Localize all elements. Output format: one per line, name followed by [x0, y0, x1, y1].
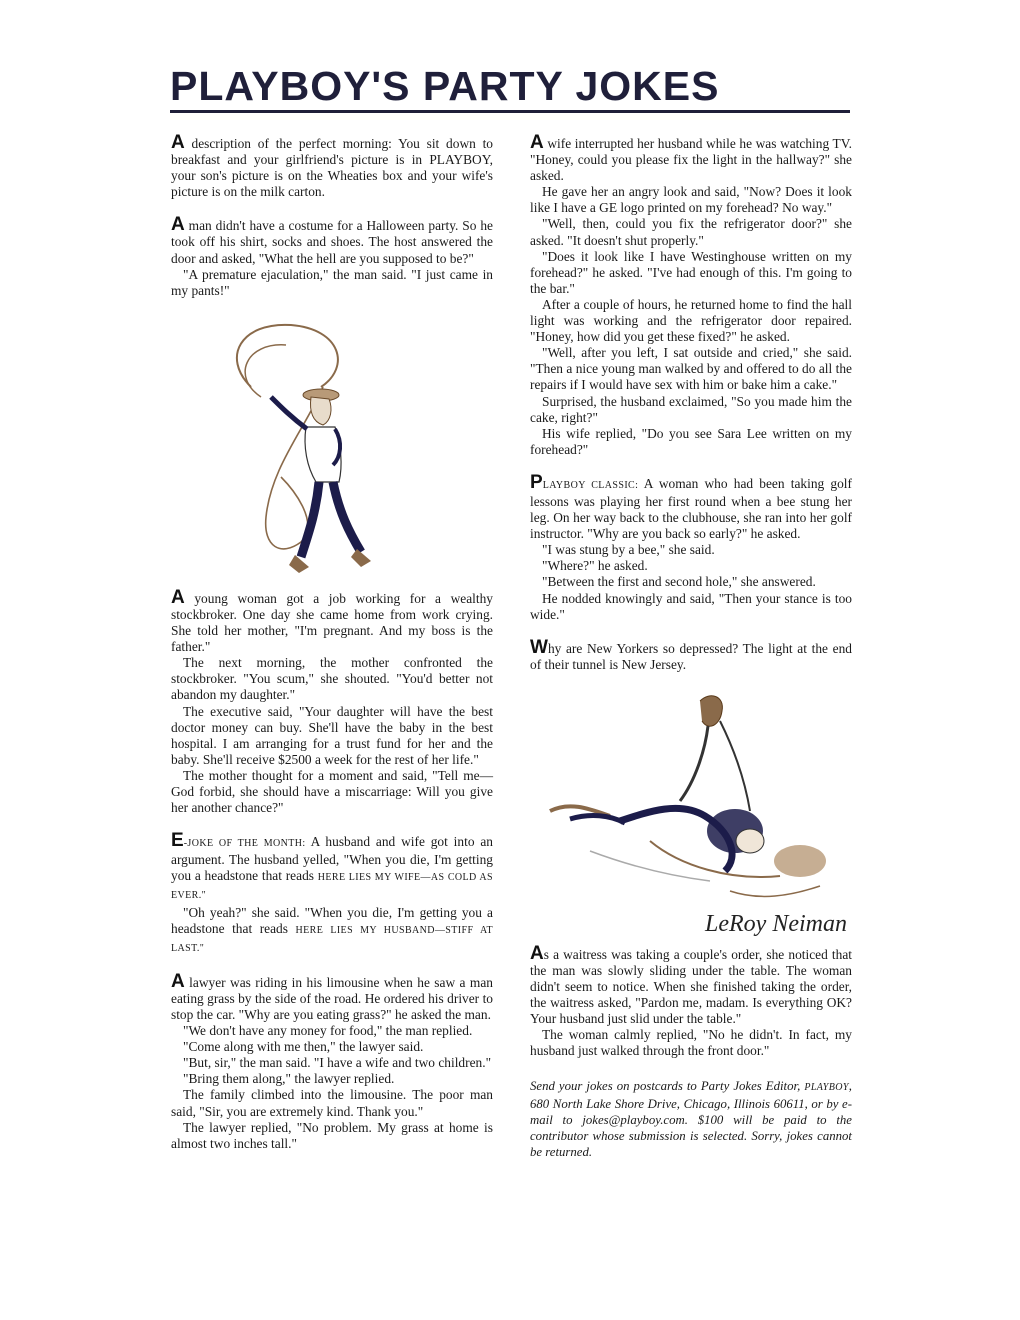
- drop-cap: P: [530, 471, 543, 493]
- joke-text: "Bring them along," the lawyer replied.: [183, 1071, 395, 1087]
- joke-stockbroker: [171, 586, 493, 816]
- joke-text: hy are New Yorkers so depressed? The light at the end of their tunnel is New Jersey.: [530, 640, 852, 672]
- joke-text: lawyer was riding in his limousine when he saw a man eating grass by the side of the road. He ordered his driver to stop the car. "Why are you eating grass?" he asked the man.: [171, 974, 493, 1022]
- joke-text: His wife replied, "Do you see Sara Lee written on my forehead?": [530, 425, 852, 457]
- joke-text: The executive said, "Your daughter will have the best doctor money can buy. She'll have the baby in the best hospital. I am arranging for a trust fund for her and the baby. She'll receive $2500 a week for the rest of her life.": [171, 703, 493, 767]
- joke-text: young woman got a job working for a wealthy stockbroker. One day she came home from work crying. She told her mother, "I'm pregnant. And my boss is the father.": [171, 590, 493, 655]
- joke-waitress: [530, 942, 852, 1060]
- joke-sara-lee: [530, 132, 852, 458]
- left-column: [171, 132, 494, 1170]
- joke-text: He nodded knowingly and said, "Then your stance is too wide.": [530, 590, 852, 622]
- drop-cap: A: [171, 970, 185, 992]
- joke-text: "Where?" he asked.: [542, 558, 648, 574]
- artist-signature: LeRoy Neiman: [705, 910, 847, 937]
- headstone-text: HERE LIES MY WIFE—AS COLD AS EVER.": [171, 872, 493, 902]
- joke-perfect-morning: [171, 132, 493, 200]
- drop-cap: E: [171, 830, 184, 852]
- drop-cap: A: [171, 214, 185, 236]
- submission-text: Send your jokes on postcards to Party Jokes Editor,: [530, 1078, 805, 1093]
- joke-text: "Does it look like I have Westinghouse written on my forehead?" he asked. "I've had enough of this. I'm going to the bar.": [530, 248, 852, 296]
- joke-text: The next morning, the mother confronted the stockbroker. "You scum," she shouted. "You'd better not abandon my daughter.": [171, 655, 493, 703]
- joke-of-the-month: [171, 830, 494, 957]
- joke-text: "A premature ejaculation," the man said. "I just came in my pants!": [171, 266, 493, 298]
- joke-text: "Come along with me then," the lawyer said.: [183, 1039, 424, 1055]
- joke-text: The mother thought for a moment and said, "Tell me—God forbid, she should have a miscarriage: Will you give her another chance?": [171, 767, 493, 816]
- brand-name: PLAYBOY: [804, 1081, 849, 1093]
- joke-text: man didn't have a costume for a Halloween party. So he took off his shirt, socks and shoes. The host answered the door and asked, "What the hell are you supposed to be?": [171, 218, 493, 266]
- headstone-text: HERE LIES MY HUSBAND—STIFF AT LAST.": [171, 924, 493, 954]
- joke-playboy-classic: [530, 471, 852, 623]
- joke-text: wife interrupted her husband while he was watching TV. "Honey, could you please fix the light in the hallway?" she asked.: [530, 136, 852, 184]
- drop-cap: A: [530, 132, 544, 153]
- joke-text: The woman calmly replied, "No he didn't. In fact, my husband just walked through the front door.": [530, 1027, 852, 1059]
- joke-text: The lawyer replied, "No problem. My grass at home is almost two inches tall.": [171, 1119, 493, 1151]
- joke-text: A husband and wife got into an argument. The husband yelled, "When you die, I'm getting you a headstone that reads: [171, 834, 494, 884]
- joke-halloween: [171, 214, 493, 298]
- title-rule: [170, 110, 850, 113]
- joke-text: "I was stung by a bee," she said.: [542, 542, 715, 558]
- joke-label: -JOKE OF THE MONTH:: [183, 838, 306, 850]
- right-column: [530, 132, 852, 1160]
- joke-text: "Well, then, could you fix the refrigerator door?" she asked. "It doesn't shut properly.": [530, 216, 852, 248]
- joke-text: "Well, after you left, I sat outside and cried," she said. "Then a nice young man walked by and offered to do all the repairs if I would have sex with him or bake him a cake.": [530, 345, 852, 393]
- joke-text: "Oh yeah?" she said. "When you die, I'm getting you a headstone that reads: [171, 904, 493, 936]
- joke-text: Surprised, the husband exclaimed, "So you made him the cake, right?": [530, 393, 852, 425]
- joke-lawyer: [171, 970, 493, 1152]
- joke-text: "We don't have any money for food," the man replied.: [183, 1023, 473, 1039]
- joke-text: The family climbed into the limousine. The poor man said, "Sir, you are extremely kind. Thank you.": [171, 1087, 493, 1119]
- joke-text: "But, sir," the man said. "I have a wife and two children.": [183, 1055, 492, 1071]
- joke-label: LAYBOY CLASSIC:: [542, 479, 639, 491]
- joke-text: After a couple of hours, he returned home to find the hall light was working and the refrigerator door repaired. "Honey, how did you get these fixed?" he asked.: [530, 296, 852, 345]
- drop-cap: A: [171, 132, 185, 153]
- joke-new-yorkers: [530, 636, 852, 673]
- joke-text: A woman who had been taking golf lessons was playing her first round when a bee stung her leg. On her way back to the clubhouse, she ran into her golf instructor. "Why are you back so early?" he asked.: [530, 475, 852, 542]
- joke-text: "Between the first and second hole," she answered.: [542, 574, 816, 590]
- reclining-figure-illustration: [530, 691, 850, 941]
- drop-cap: A: [171, 586, 185, 608]
- whip-illustration: [211, 317, 431, 579]
- joke-text: He gave her an angry look and said, "Now? Does it look like I have a GE logo printed on my forehead? No way.": [530, 184, 852, 216]
- page-title: PLAYBOY'S PARTY JOKES: [170, 63, 720, 109]
- submission-text: , 680 North Lake Shore Drive, Chicago, Illinois 60611, or by e-mail to jokes@playboy.com. $100 will be paid to the contributor whose submission is selected. Sorry, jokes cannot be returned.: [530, 1078, 852, 1159]
- joke-text: description of the perfect morning: You sit down to breakfast and your girlfriend's picture is in PLAYBOY, your son's picture is on the Wheaties box and your wife's picture is on the milk carton.: [171, 136, 493, 200]
- submission-note: [530, 1078, 852, 1160]
- drop-cap: A: [530, 942, 544, 964]
- joke-text: s a waitress was taking a couple's order, she noticed that the man was slowly sliding under the table. The woman didn't seem to notice. When she finished taking the order, the waitress asked, "Pardon me, madam. Is everything OK? Your husband just slid under the table.": [530, 946, 852, 1027]
- drop-cap: W: [530, 636, 548, 658]
